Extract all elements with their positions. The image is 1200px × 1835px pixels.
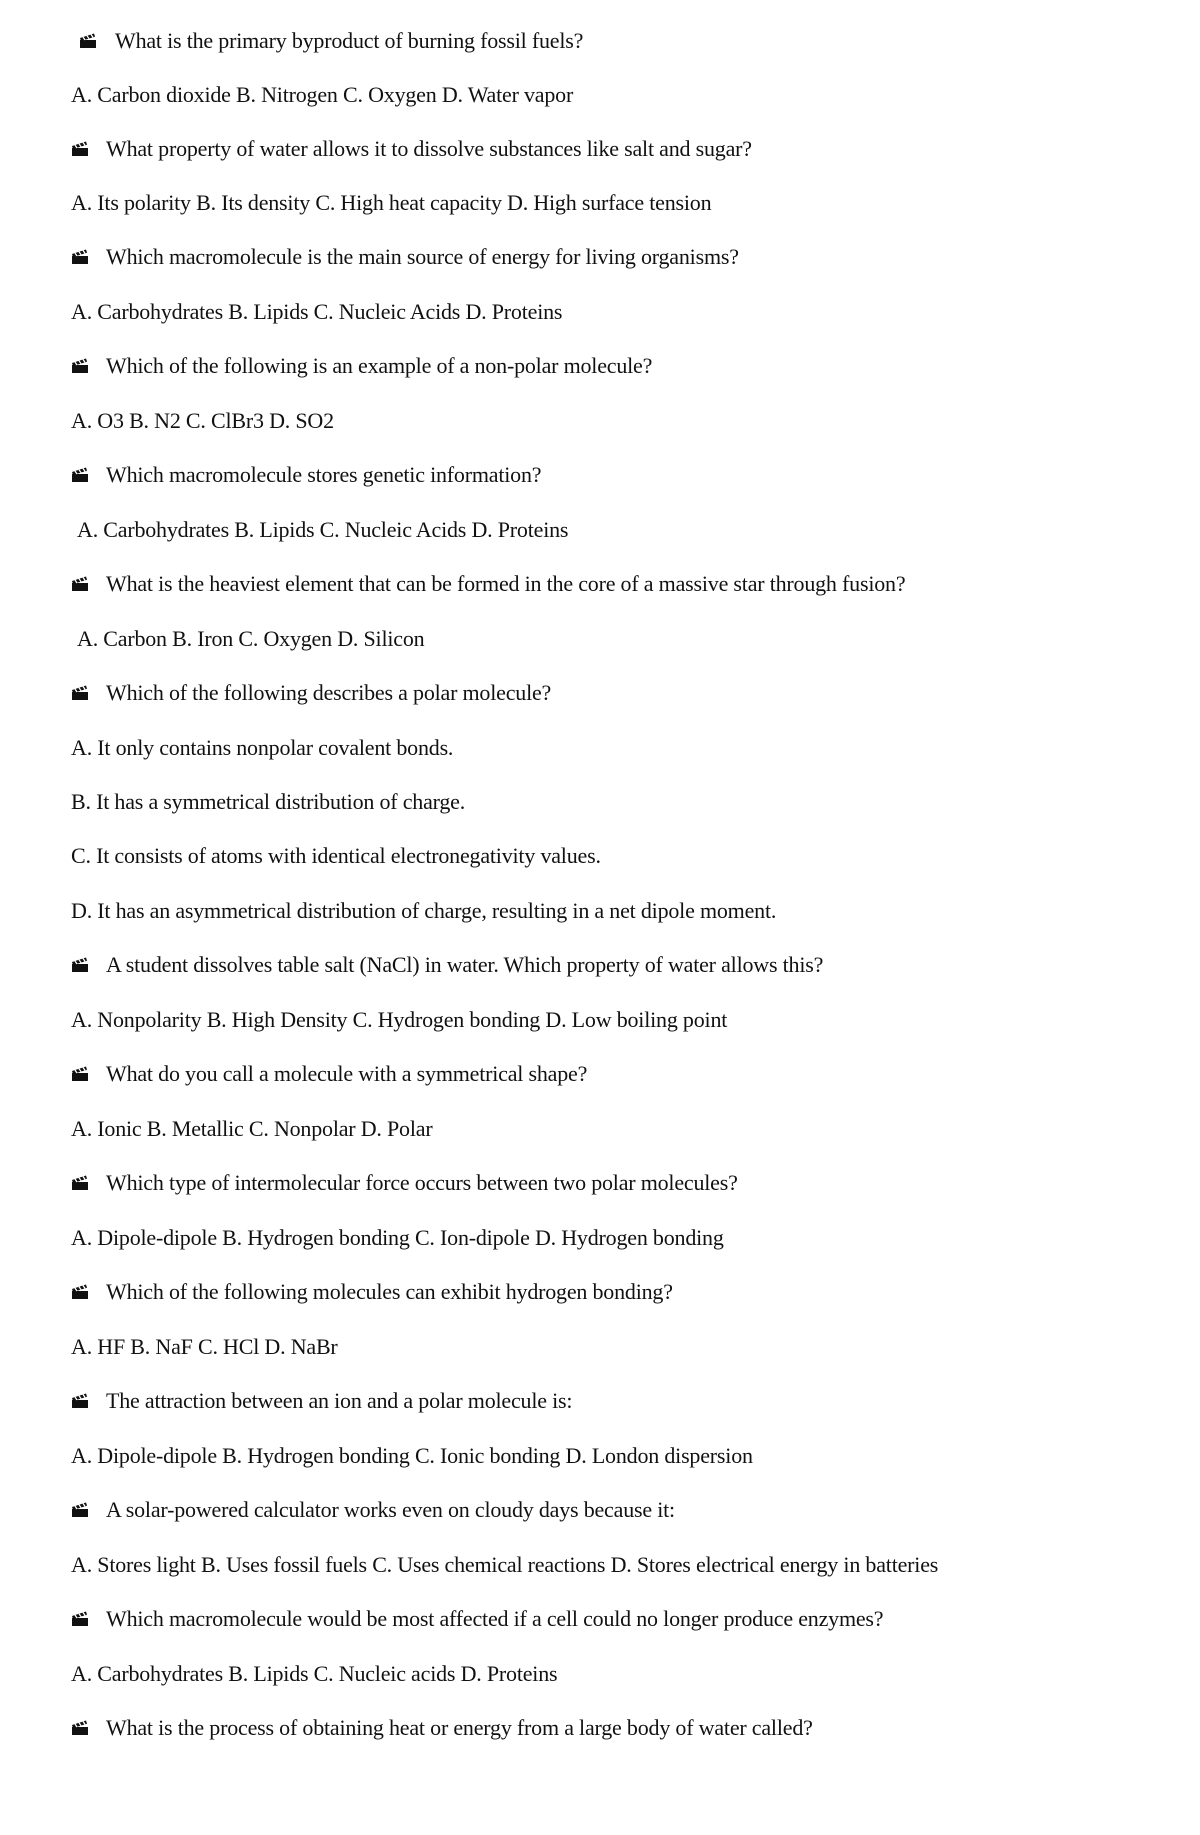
answer-options: A. Stores light B. Uses fossil fuels C. Uses chemical reactions D. Stores electrical energy in batteries [71, 1552, 939, 1577]
question-line [71, 1163, 738, 1203]
question-text: Which of the following describes a polar molecule? [106, 680, 552, 705]
clapperboard-icon [71, 685, 89, 701]
question-line [71, 455, 541, 495]
question-line [71, 673, 551, 713]
clapperboard-icon [71, 467, 89, 483]
question-text: Which macromolecule is the main source of energy for living organisms? [106, 244, 739, 269]
clapperboard-icon [71, 1720, 89, 1736]
clapperboard-icon [71, 141, 89, 157]
question-line [71, 1708, 813, 1748]
question-line [71, 1490, 675, 1530]
answer-options: A. O3 B. N2 C. ClBr3 D. SO2 [71, 408, 334, 433]
answer-options: A. Carbon dioxide B. Nitrogen C. Oxygen D. Water vapor [71, 82, 574, 107]
question-line [79, 21, 583, 61]
question-line [71, 237, 739, 277]
answer-option: A. It only contains nonpolar covalent bonds. [71, 735, 454, 760]
answer-option: B. It has a symmetrical distribution of charge. [71, 789, 466, 814]
clapperboard-icon [71, 1502, 89, 1518]
question-text: Which macromolecule stores genetic information? [106, 462, 542, 487]
question-text: What is the process of obtaining heat or energy from a large body of water called? [106, 1715, 813, 1740]
question-line [71, 1381, 572, 1421]
clapperboard-icon [71, 576, 89, 592]
answer-options: A. Its polarity B. Its density C. High heat capacity D. High surface tension [71, 190, 712, 215]
clapperboard-icon [71, 957, 89, 973]
question-text: Which of the following is an example of a non-polar molecule? [106, 353, 653, 378]
answer-options: A. Nonpolarity B. High Density C. Hydrogen bonding D. Low boiling point [71, 1007, 728, 1032]
answer-options: A. Dipole-dipole B. Hydrogen bonding C. Ionic bonding D. London dispersion [71, 1443, 753, 1468]
question-text: Which type of intermolecular force occurs between two polar molecules? [106, 1170, 738, 1195]
question-line [71, 129, 752, 169]
clapperboard-icon [71, 1175, 89, 1191]
question-text: What do you call a molecule with a symmetrical shape? [106, 1061, 588, 1086]
question-line [71, 346, 652, 386]
answer-option: D. It has an asymmetrical distribution of charge, resulting in a net dipole moment. [71, 898, 777, 923]
question-text: What is the primary byproduct of burning fossil fuels? [115, 28, 584, 53]
answer-options: A. Carbohydrates B. Lipids C. Nucleic Acids D. Proteins [77, 517, 569, 542]
answer-options: A. HF B. NaF C. HCl D. NaBr [71, 1334, 338, 1359]
clapperboard-icon [71, 1284, 89, 1300]
answer-options: A. Ionic B. Metallic C. Nonpolar D. Polar [71, 1116, 433, 1141]
answer-options: A. Dipole-dipole B. Hydrogen bonding C. Ion-dipole D. Hydrogen bonding [71, 1225, 724, 1250]
answer-option: C. It consists of atoms with identical electronegativity values. [71, 843, 601, 868]
question-line [71, 1054, 587, 1094]
question-line [71, 1599, 883, 1639]
question-text: What is the heaviest element that can be formed in the core of a massive star through fusion? [106, 571, 906, 596]
question-text: What property of water allows it to dissolve substances like salt and sugar? [106, 136, 752, 161]
answer-options: A. Carbohydrates B. Lipids C. Nucleic acids D. Proteins [71, 1661, 558, 1686]
answer-options: A. Carbon B. Iron C. Oxygen D. Silicon [77, 626, 425, 651]
clapperboard-icon [71, 358, 89, 374]
question-text: Which macromolecule would be most affected if a cell could no longer produce enzymes? [106, 1606, 884, 1631]
question-text: The attraction between an ion and a polar molecule is: [106, 1388, 573, 1413]
answer-options: A. Carbohydrates B. Lipids C. Nucleic Acids D. Proteins [71, 299, 563, 324]
clapperboard-icon [71, 249, 89, 265]
question-line [71, 564, 905, 604]
clapperboard-icon [71, 1393, 89, 1409]
clapperboard-icon [79, 33, 97, 49]
question-line [71, 1272, 673, 1312]
question-text: A solar-powered calculator works even on cloudy days because it: [106, 1497, 675, 1522]
question-text: A student dissolves table salt (NaCl) in water. Which property of water allows this? [106, 952, 824, 977]
question-text: Which of the following molecules can exhibit hydrogen bonding? [106, 1279, 673, 1304]
question-line [71, 945, 823, 985]
clapperboard-icon [71, 1611, 89, 1627]
clapperboard-icon [71, 1066, 89, 1082]
